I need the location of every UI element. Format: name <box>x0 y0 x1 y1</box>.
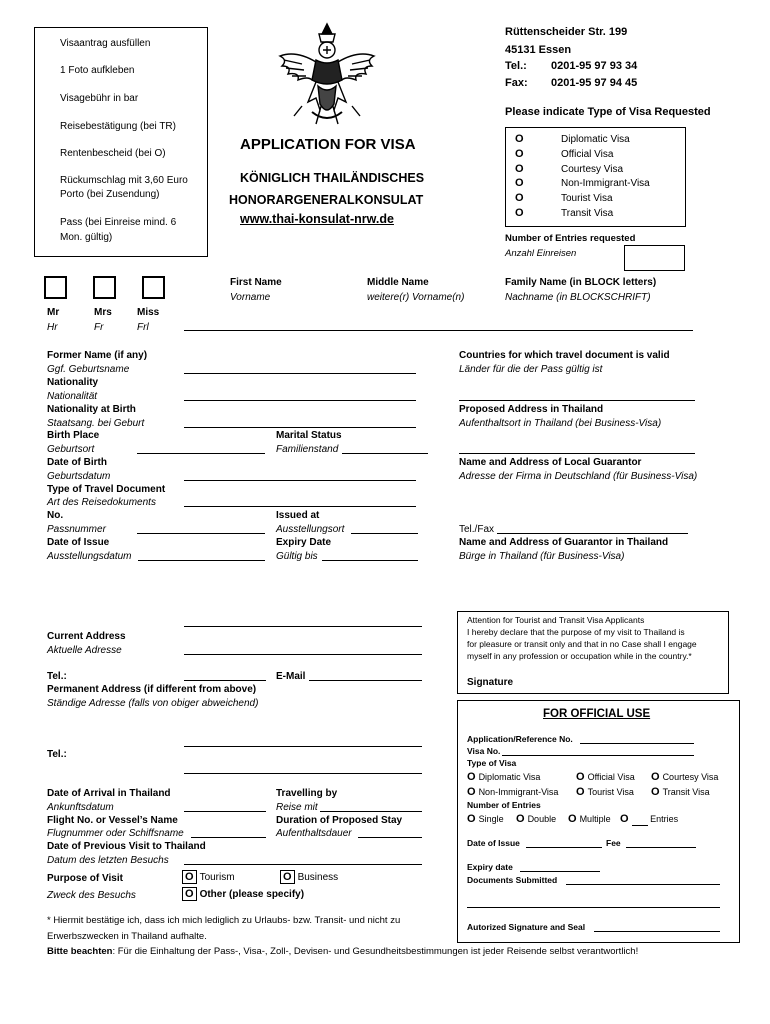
official-visa-no-label: Visa No. <box>467 746 501 756</box>
doc-type-input[interactable] <box>184 494 416 507</box>
purpose-tourism-radio[interactable]: O <box>182 870 197 884</box>
phone-label: Tel.: <box>47 671 67 682</box>
checklist-item: Rückumschlag mit 3,60 Euro <box>60 175 188 186</box>
countries-valid-label: Countries for which travel document is valid <box>459 350 670 361</box>
entries-count-label: Entries <box>650 814 679 824</box>
issued-at-label: Issued at <box>276 510 320 521</box>
former-name-label: Former Name (if any) <box>47 350 148 361</box>
entries-multiple-label: Multiple <box>579 814 611 824</box>
title-miss-label: Miss <box>137 307 160 318</box>
travelling-by-input[interactable] <box>320 799 422 812</box>
footer-note-line1: * Hiermit bestätige ich, dass ich mich lediglich zu Urlaubs- bzw. Transit- und nicht zu <box>47 915 401 926</box>
nationality-label-de: Nationalität <box>47 391 98 402</box>
consulate-fax: 0201-95 97 94 45 <box>551 77 638 89</box>
checklist-item: Pass (bei Einreise mind. 6 <box>60 217 177 228</box>
proposed-address-input[interactable] <box>459 441 695 454</box>
dob-label-de: Geburtsdatum <box>47 471 111 482</box>
official-visa-no-input[interactable] <box>502 743 694 756</box>
marital-status-label-de: Familienstand <box>276 444 339 455</box>
purpose-tourism-label: Tourism <box>199 872 235 883</box>
expiry-date-input[interactable] <box>322 548 418 561</box>
title-mr-label-de: Hr <box>47 322 58 333</box>
official-entries-count[interactable] <box>620 813 678 826</box>
visa-type-option: Official Visa <box>561 149 614 160</box>
official-type-label-text: Non-Immigrant-Visa <box>478 787 559 797</box>
expiry-date-label-de: Gültig bis <box>276 551 318 562</box>
visa-type-option: Tourist Visa <box>561 193 613 204</box>
checklist-item: Visaantrag ausfüllen <box>60 38 151 49</box>
purpose-tourism-option[interactable] <box>182 870 235 884</box>
official-type-option[interactable] <box>467 786 558 798</box>
title-miss-label-de: Frl <box>137 322 149 333</box>
title-mrs-label-de: Fr <box>94 322 104 333</box>
middle-name-label-de: weitere(r) Vorname(n) <box>367 292 465 303</box>
title-mr-label: Mr <box>47 307 60 318</box>
entries-single-label: Single <box>478 814 504 824</box>
checklist-item: Mon. gültig) <box>60 232 113 243</box>
marital-status-input[interactable] <box>342 441 428 454</box>
date-of-issue-label: Date of Issue <box>47 537 110 548</box>
dob-label: Date of Birth <box>47 457 107 468</box>
official-ref-label: Application/Reference No. <box>467 734 573 744</box>
official-type-radio[interactable]: O <box>576 771 585 783</box>
official-type-radio[interactable]: O <box>651 786 660 798</box>
official-entries-label: Number of Entries <box>467 800 541 810</box>
previous-visit-label-de: Datum des letzten Besuchs <box>47 855 169 866</box>
official-type-label-text: Courtesy Visa <box>662 772 719 782</box>
issued-at-input[interactable] <box>351 521 418 534</box>
nationality-label: Nationality <box>47 377 99 388</box>
visa-type-radio[interactable]: O <box>515 177 524 189</box>
purpose-business-option[interactable] <box>280 870 338 884</box>
footer-beachten <box>47 945 638 958</box>
former-name-input[interactable] <box>184 361 416 374</box>
nationality-birth-label: Nationality at Birth <box>47 404 136 415</box>
entries-double-label: Double <box>527 814 557 824</box>
current-address-label-de: Aktuelle Adresse <box>47 645 122 656</box>
permanent-address-label: Permanent Address (if different from above) <box>47 684 257 695</box>
official-use-heading: FOR OFFICIAL USE <box>543 708 651 720</box>
permanent-address-label-de: Ständige Adresse (falls von obiger abweichend) <box>47 698 259 709</box>
consulate-street: Rüttenscheider Str. 199 <box>505 26 628 38</box>
official-signature-label: Autorized Signature and Seal <box>467 922 586 932</box>
visa-type-option: Transit Visa <box>561 208 614 219</box>
official-type-label: Type of Visa <box>467 758 517 768</box>
first-name-label: First Name <box>230 277 282 288</box>
countries-valid-label-de: Länder für die der Pass gültig ist <box>459 364 603 375</box>
declaration-text: I hereby declare that the purpose of my visit to Thailand is <box>467 627 685 637</box>
purpose-label: Purpose of Visit <box>47 873 123 884</box>
official-type-option[interactable] <box>576 786 634 798</box>
doc-type-label: Type of Travel Document <box>47 484 166 495</box>
dob-input[interactable] <box>184 468 416 481</box>
official-type-option[interactable] <box>651 771 718 783</box>
date-of-issue-input[interactable] <box>138 548 265 561</box>
entries-label-de: Anzahl Einreisen <box>505 248 577 259</box>
permanent-address-line1-input[interactable] <box>184 734 422 747</box>
official-expiry-input[interactable] <box>520 859 600 872</box>
entries-double-radio[interactable]: O <box>516 813 525 825</box>
nationality-birth-input[interactable] <box>184 415 416 428</box>
declaration-signature-label: Signature <box>467 677 514 688</box>
official-entries-double[interactable] <box>516 813 556 825</box>
title-mr-checkbox[interactable] <box>44 276 67 299</box>
official-type-label-text: Transit Visa <box>662 787 710 797</box>
previous-visit-label: Date of Previous Visit to Thailand <box>47 841 206 852</box>
entries-count-input[interactable] <box>632 815 648 826</box>
email-input[interactable] <box>309 668 422 681</box>
checklist-item: Rentenbescheid (bei O) <box>60 148 166 159</box>
purpose-other-radio[interactable]: O <box>182 887 197 901</box>
visa-type-radio[interactable]: O <box>515 148 524 160</box>
official-type-radio[interactable]: O <box>467 786 476 798</box>
local-guarantor-label: Name and Address of Local Guarantor <box>459 457 642 468</box>
issued-at-label-de: Ausstellungsort <box>276 524 345 535</box>
current-address-line2-input[interactable] <box>184 642 422 655</box>
thai-guarantor-label-de: Bürge in Thailand (für Business-Visa) <box>459 551 625 562</box>
purpose-label-de: Zweck des Besuchs <box>47 890 136 901</box>
checklist-item: Visagebühr in bar <box>60 93 139 104</box>
visa-type-option: Diplomatic Visa <box>561 134 630 145</box>
consulate-tel-label: Tel.: <box>505 60 527 72</box>
visa-type-radio[interactable]: O <box>515 163 524 175</box>
official-date-issue-input[interactable] <box>526 835 602 848</box>
official-type-option[interactable] <box>576 771 635 783</box>
official-docs-label: Documents Submitted <box>467 875 558 885</box>
consulate-city: 45131 Essen <box>505 44 572 56</box>
date-of-issue-label-de: Ausstellungsdatum <box>47 551 132 562</box>
official-docs-line2-input[interactable] <box>467 895 720 908</box>
nationality-input[interactable] <box>184 388 416 401</box>
birth-place-input[interactable] <box>137 441 265 454</box>
consulate-tel: 0201-95 97 93 34 <box>551 60 638 72</box>
former-name-label-de: Ggf. Geburtsname <box>47 364 130 375</box>
checklist-item: Reisebestätigung (bei TR) <box>60 121 176 132</box>
birth-place-label-de: Geburtsort <box>47 444 95 455</box>
consulate-name-line2: HONORARGENERALKONSULAT <box>229 193 424 207</box>
permanent-phone-label: Tel.: <box>47 749 67 760</box>
footer-note-line2: Erwerbszwecken in Thailand aufhalte. <box>47 931 207 942</box>
purpose-business-radio[interactable]: O <box>280 870 295 884</box>
countries-valid-input[interactable] <box>459 388 695 401</box>
footer-beachten-label: Bitte beachten <box>47 946 113 957</box>
purpose-other-label: Other (please specify) <box>199 889 305 900</box>
visa-type-option: Courtesy Visa <box>561 164 624 175</box>
purpose-business-label: Business <box>297 872 339 883</box>
email-label: E-Mail <box>276 671 306 682</box>
official-expiry-label: Expiry date <box>467 862 513 872</box>
tel-fax-label: Tel./Fax <box>459 524 495 535</box>
official-signature-input[interactable] <box>594 919 720 932</box>
checklist-item: 1 Foto aufkleben <box>60 65 135 76</box>
official-fee-label: Fee <box>606 838 621 848</box>
official-date-issue-label: Date of Issue <box>467 838 520 848</box>
duration-label: Duration of Proposed Stay <box>276 815 403 826</box>
official-entries-multiple[interactable] <box>568 813 611 825</box>
form-title: APPLICATION FOR VISA <box>240 136 416 153</box>
official-type-option[interactable] <box>651 786 710 798</box>
passport-no-label-de: Passnummer <box>47 524 106 535</box>
official-type-label-text: Official Visa <box>587 772 635 782</box>
duration-input[interactable] <box>358 825 422 838</box>
flight-no-input[interactable] <box>191 825 266 838</box>
visa-type-heading: Please indicate Type of Visa Requested <box>505 106 711 118</box>
flight-no-label-de: Flugnummer oder Schiffsname <box>47 828 184 839</box>
arrival-date-input[interactable] <box>184 799 266 812</box>
title-miss-checkbox[interactable] <box>142 276 165 299</box>
proposed-address-label: Proposed Address in Thailand <box>459 404 604 415</box>
travelling-by-label-de: Reise mit <box>276 802 318 813</box>
thai-guarantor-label: Name and Address of Guarantor in Thailand <box>459 537 669 548</box>
declaration-text: Attention for Tourist and Transit Visa Applicants <box>467 615 645 625</box>
official-type-radio[interactable]: O <box>467 771 476 783</box>
marital-status-label: Marital Status <box>276 430 342 441</box>
declaration-text: for pleasure or transit only and that in no Case shall I engage <box>467 639 697 649</box>
local-guarantor-label-de: Adresse der Firma in Deutschland (für Business-Visa) <box>459 471 698 482</box>
official-fee-input[interactable] <box>626 835 696 848</box>
official-type-option[interactable] <box>467 771 540 783</box>
current-address-line1-input[interactable] <box>184 614 422 627</box>
permanent-address-line2-input[interactable] <box>184 761 422 774</box>
doc-type-label-de: Art des Reisedokuments <box>47 497 156 508</box>
garuda-emblem-icon <box>272 20 382 128</box>
official-type-radio[interactable]: O <box>651 771 660 783</box>
official-entries-single[interactable] <box>467 813 504 825</box>
official-type-label-text: Tourist Visa <box>587 787 634 797</box>
official-type-radio[interactable]: O <box>576 786 585 798</box>
duration-label-de: Aufenthaltsdauer <box>276 828 352 839</box>
official-docs-line1-input[interactable] <box>566 872 720 885</box>
family-name-label: Family Name (in BLOCK letters) <box>505 277 657 288</box>
nationality-birth-label-de: Staatsang. bei Geburt <box>47 418 145 429</box>
purpose-other-option[interactable] <box>182 887 304 901</box>
middle-name-label: Middle Name <box>367 277 429 288</box>
arrival-date-label-de: Ankunftsdatum <box>47 802 114 813</box>
entries-input[interactable] <box>624 245 685 271</box>
entries-multiple-radio[interactable]: O <box>568 813 577 825</box>
passport-no-input[interactable] <box>137 521 265 534</box>
expiry-date-label: Expiry Date <box>276 537 332 548</box>
flight-no-label: Flight No. or Vessel’s Name <box>47 815 178 826</box>
title-mrs-checkbox[interactable] <box>93 276 116 299</box>
family-name-label-de: Nachname (in BLOCKSCHRIFT) <box>505 292 651 303</box>
full-name-input[interactable] <box>184 318 693 331</box>
travelling-by-label: Travelling by <box>276 788 338 799</box>
entries-count-radio[interactable]: O <box>620 813 629 825</box>
official-type-label-text: Diplomatic Visa <box>478 772 541 782</box>
birth-place-label: Birth Place <box>47 430 100 441</box>
first-name-label-de: Vorname <box>230 292 271 303</box>
visa-type-radio[interactable]: O <box>515 192 524 204</box>
consulate-fax-label: Fax: <box>505 77 528 89</box>
visa-type-radio[interactable]: O <box>515 207 524 219</box>
passport-no-label: No. <box>47 510 64 521</box>
proposed-address-label-de: Aufenthaltsort in Thailand (bei Business-Visa) <box>459 418 662 429</box>
entries-single-radio[interactable]: O <box>467 813 476 825</box>
declaration-text: myself in any profession or occupation while in the country.* <box>467 651 692 661</box>
footer-beachten-text: : Für die Einhaltung der Pass-, Visa-, Zoll-, Devisen- und Gesundheitsbestimmungen ist jeder Reisende selbst verantwortlich! <box>112 946 639 957</box>
arrival-date-label: Date of Arrival in Thailand <box>47 788 171 799</box>
phone-input[interactable] <box>184 668 266 681</box>
tel-fax-input[interactable] <box>497 521 688 534</box>
entries-label: Number of Entries requested <box>505 233 636 244</box>
checklist-item: Porto (bei Zusendung) <box>60 189 160 200</box>
current-address-label: Current Address <box>47 631 126 642</box>
consulate-name-line1: KÖNIGLICH THAILÄNDISCHES <box>240 171 425 185</box>
consulate-website-link[interactable]: www.thai-konsulat-nrw.de <box>240 212 394 226</box>
visa-type-option: Non-Immigrant-Visa <box>561 178 650 189</box>
previous-visit-input[interactable] <box>184 852 422 865</box>
title-mrs-label: Mrs <box>94 307 112 318</box>
visa-type-radio[interactable]: O <box>515 133 524 145</box>
